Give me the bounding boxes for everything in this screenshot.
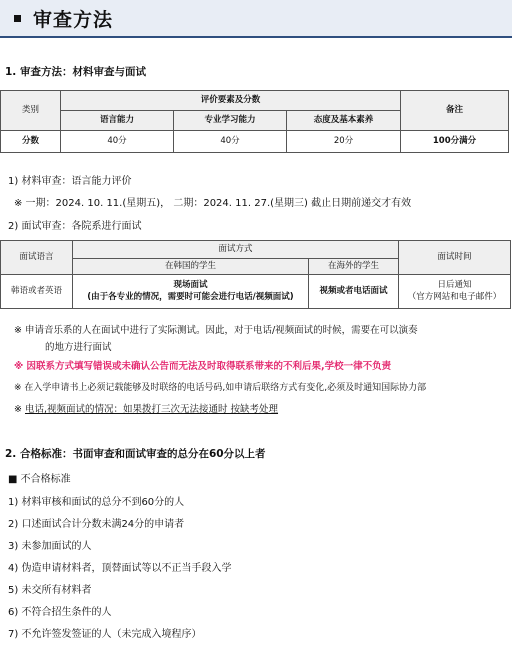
interview-korea-line2: (由于各专业的情况，需要时可能会进行电话/视频面试) xyxy=(87,291,294,302)
note-video-mark: ※ xyxy=(14,404,25,415)
note-contact-warning: ※ 因联系方式填写错误或未确认公告而无法及时取得联系带来的不利后果,学校一律不负责 xyxy=(14,361,392,372)
note-phone: ※ 在入学申请书上必须记载能够及时联络的电话号码,如申请后联络方式有变化,必须及时通知国际协力部 xyxy=(14,383,427,393)
square-bullet-icon xyxy=(14,15,21,22)
fail-item-5: 5) 未交所有材料者 xyxy=(8,585,92,596)
note-video-text: 电话,视频面试的情况：如果拨打三次无法接通时 按缺考处理 xyxy=(24,404,279,415)
score-col-remark: 备注 xyxy=(401,91,509,131)
score-value-attitude: 20分 xyxy=(287,131,401,153)
score-table xyxy=(0,90,509,153)
fail-item-4: 4) 伪造申请材料者，顶替面试等以不正当手段入学 xyxy=(8,563,232,574)
fail-item-3: 3) 未参加面试的人 xyxy=(8,541,92,552)
score-sub-study: 专业学习能力 xyxy=(174,111,287,131)
note-music: ※ 申请音乐系的人在面试中进行了实际测试。因此，对于电话/视频面试的时候，需要在可以演奏 xyxy=(14,325,418,336)
interview-col-time: 面试时间 xyxy=(399,241,511,275)
score-value-language: 40分 xyxy=(61,131,174,153)
interview-korea-line1: 现场面试 xyxy=(173,280,208,291)
section1-heading: 1. 审查方法：材料审查与面试 xyxy=(5,66,146,78)
interview-time-cell xyxy=(399,275,511,309)
score-sub-language: 语言能力 xyxy=(61,111,174,131)
section2-heading: 2. 合格标准：书面审查和面试审查的总分在60分以上者 xyxy=(5,448,266,460)
section1-note1: ※ 一期：2024. 10. 11.(星期五)， 二期：2024. 11. 27.(星期三) 截止日期前递交才有效 xyxy=(14,198,412,209)
interview-time-line2: （官方网站和电子邮件） xyxy=(407,291,502,302)
interview-lang-value: 韩语或者英语 xyxy=(1,275,73,309)
interview-sub-abroad: 在海外的学生 xyxy=(309,259,399,275)
section1-item2: 2) 面试审查：各院系进行面试 xyxy=(8,221,142,232)
interview-table xyxy=(0,240,511,309)
note-music-cont: 的地方进行面试 xyxy=(45,342,112,353)
section2-subheading: ■ 不合格标准 xyxy=(8,474,71,485)
fail-item-7: 7) 不允许签发签证的人（未完成入境程序） xyxy=(8,629,202,640)
score-col-group: 评价要素及分数 xyxy=(61,91,401,111)
score-col-category: 类别 xyxy=(1,91,61,131)
note-video xyxy=(14,401,278,415)
score-value-study: 40分 xyxy=(174,131,287,153)
page-title-bar xyxy=(0,0,512,38)
score-value-remark: 100分满分 xyxy=(401,131,509,153)
interview-time-line1: 日后通知 xyxy=(437,280,472,291)
interview-korea-cell xyxy=(73,275,309,309)
fail-item-2: 2) 口述面试合计分数未满24分的申请者 xyxy=(8,519,185,530)
score-sub-attitude: 态度及基本素养 xyxy=(287,111,401,131)
fail-item-6: 6) 不符合招生条件的人 xyxy=(8,607,112,618)
interview-abroad-value: 视频或者电话面试 xyxy=(309,275,399,309)
fail-item-1: 1) 材料审核和面试的总分不到60分的人 xyxy=(8,497,185,508)
interview-col-lang: 面试语言 xyxy=(1,241,73,275)
interview-sub-korea: 在韩国的学生 xyxy=(73,259,309,275)
score-row-label: 分数 xyxy=(1,131,61,153)
interview-col-method: 面试方式 xyxy=(73,241,399,259)
page-title: 审查方法 xyxy=(33,8,114,31)
section1-item1: 1) 材料审查：语言能力评价 xyxy=(8,176,132,187)
